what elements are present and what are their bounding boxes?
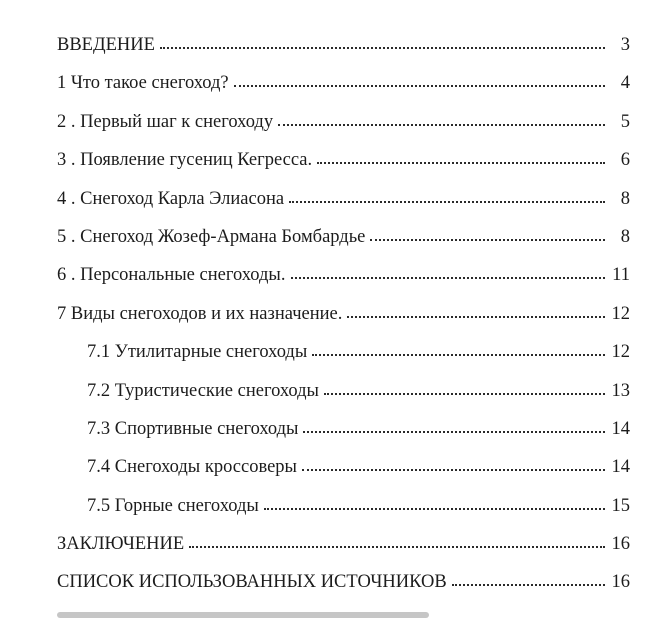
dot-leader bbox=[312, 352, 605, 356]
toc-entry-page: 14 bbox=[611, 418, 630, 439]
dot-leader bbox=[234, 83, 605, 87]
toc-entry-title: 1 Что такое снегоход? bbox=[57, 73, 229, 94]
toc-entry-title: 7.4 Снегоходы кроссоверы bbox=[87, 457, 297, 478]
dot-leader bbox=[303, 429, 605, 433]
dot-leader bbox=[264, 506, 605, 510]
toc-entry-page: 6 bbox=[620, 150, 630, 171]
toc-entry-title: 5 . Снегоход Жозеф-Армана Бомбардье bbox=[57, 226, 366, 247]
toc-entry-title: 6 . Персональные снегоходы. bbox=[57, 265, 286, 286]
toc-entry-title: 4 . Снегоход Карла Элиасона bbox=[57, 188, 285, 209]
toc-entry[interactable] bbox=[57, 565, 630, 603]
toc-entry-title: 3 . Появление гусениц Кегресса. bbox=[57, 150, 313, 171]
dot-leader bbox=[317, 160, 605, 164]
toc-entry-page: 4 bbox=[620, 73, 630, 94]
dot-leader bbox=[347, 314, 605, 318]
toc-entry-page: 12 bbox=[611, 342, 630, 363]
toc-entry-page: 3 bbox=[620, 35, 630, 55]
dot-leader bbox=[160, 45, 605, 49]
toc-entry-title: 7.1 Утилитарные снегоходы bbox=[87, 342, 308, 363]
toc-entry[interactable] bbox=[57, 182, 630, 220]
toc-entry-page: 12 bbox=[611, 303, 630, 324]
toc-entry[interactable] bbox=[57, 489, 630, 527]
toc-entry[interactable] bbox=[57, 105, 630, 143]
toc-entry[interactable] bbox=[57, 28, 630, 66]
dot-leader bbox=[370, 237, 605, 241]
toc-entry[interactable] bbox=[57, 450, 630, 488]
toc-entry-title: 7.3 Спортивные снегоходы bbox=[87, 418, 299, 439]
dot-leader bbox=[324, 391, 605, 395]
toc-entry-title: ВВЕДЕНИЕ bbox=[57, 35, 155, 55]
toc-entry-page: 8 bbox=[620, 226, 630, 247]
toc-entry-page: 16 bbox=[611, 572, 630, 593]
toc-entry-page: 11 bbox=[612, 265, 630, 286]
toc-entry[interactable] bbox=[57, 258, 630, 296]
dot-leader bbox=[302, 467, 605, 471]
toc-entry-title: 7.5 Горные снегоходы bbox=[87, 495, 259, 516]
toc-entry[interactable] bbox=[57, 412, 630, 450]
dot-leader bbox=[289, 199, 605, 203]
toc-entry[interactable] bbox=[57, 297, 630, 335]
toc-entry-page: 8 bbox=[620, 188, 630, 209]
toc-entry-title: 2 . Первый шаг к снегоходу bbox=[57, 111, 274, 132]
toc-entry-title: СПИСОК ИСПОЛЬЗОВАННЫХ ИСТОЧНИКОВ bbox=[57, 572, 447, 593]
toc-entry[interactable] bbox=[57, 220, 630, 258]
toc-entry[interactable] bbox=[57, 143, 630, 181]
dot-leader bbox=[452, 582, 605, 586]
toc-entry-page: 5 bbox=[620, 111, 630, 132]
toc-entry-title: ЗАКЛЮЧЕНИЕ bbox=[57, 534, 185, 555]
dot-leader bbox=[278, 122, 605, 126]
toc-entry-page: 13 bbox=[611, 380, 630, 401]
toc-entry-page: 15 bbox=[611, 495, 630, 516]
toc-entry-page: 16 bbox=[611, 534, 630, 555]
horizontal-scrollbar-thumb[interactable] bbox=[57, 612, 429, 618]
toc-entry[interactable] bbox=[57, 527, 630, 565]
dot-leader bbox=[291, 275, 606, 279]
toc-entry[interactable] bbox=[57, 335, 630, 373]
toc-entry-title: 7 Виды снегоходов и их назначение. bbox=[57, 303, 343, 324]
toc-entry-title: 7.2 Туристические снегоходы bbox=[87, 380, 319, 401]
table-of-contents bbox=[57, 28, 630, 604]
toc-entry-page: 14 bbox=[611, 457, 630, 478]
toc-entry[interactable] bbox=[57, 374, 630, 412]
toc-entry[interactable] bbox=[57, 66, 630, 104]
dot-leader bbox=[189, 544, 605, 548]
